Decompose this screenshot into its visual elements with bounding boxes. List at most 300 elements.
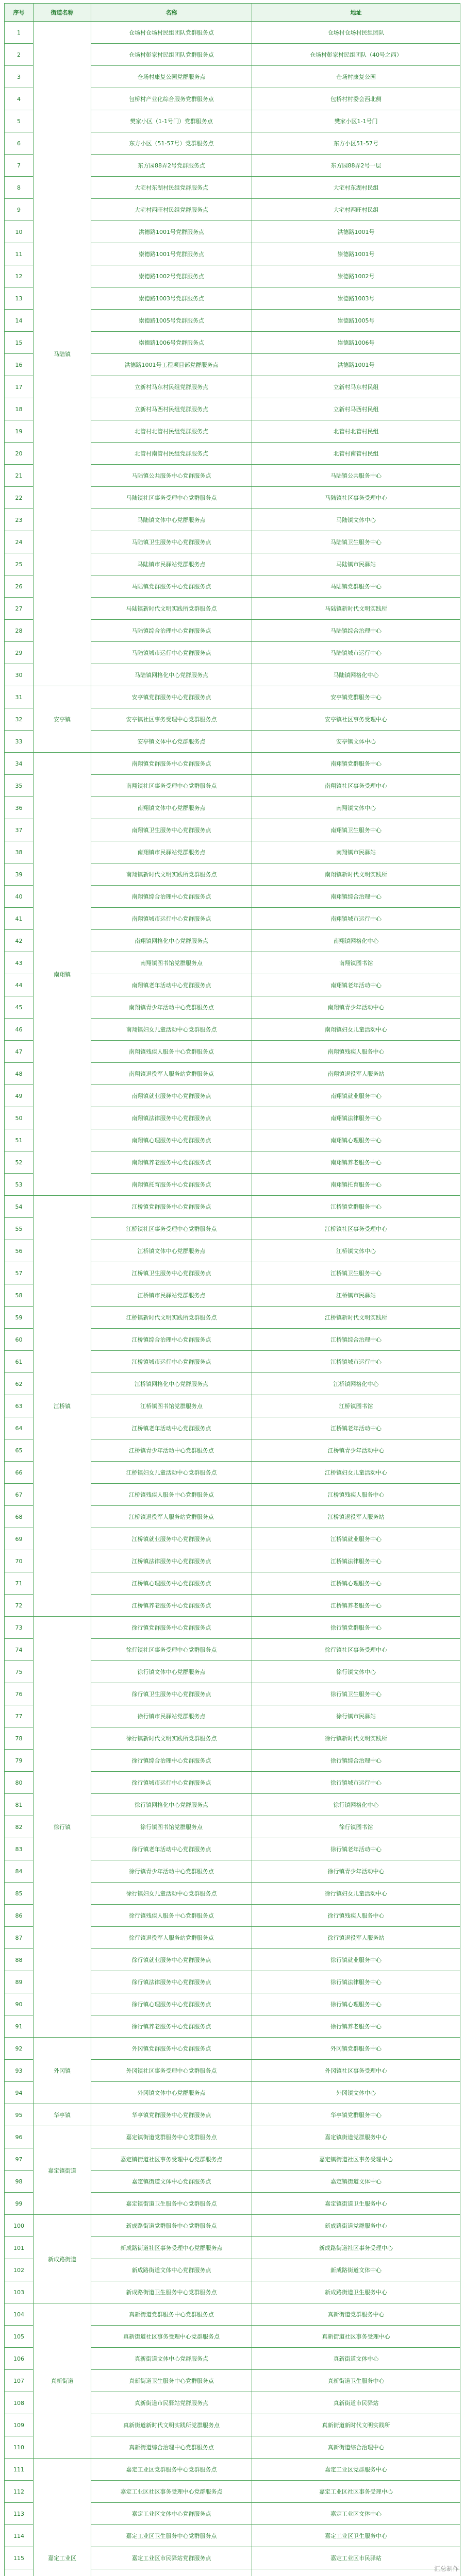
cell-address: 江桥镇城市运行中心	[252, 1351, 460, 1373]
cell-index: 23	[5, 509, 34, 531]
cell-address: 真新街道新时代文明实践所	[252, 2414, 460, 2436]
cell-name	[91, 2569, 252, 2576]
cell-address: 立新村马西村民组	[252, 398, 460, 420]
cell-index: 64	[5, 1417, 34, 1439]
cell-name: 徐行镇妇女儿童活动中心党群服务点	[91, 1883, 252, 1905]
cell-index: 56	[5, 1240, 34, 1262]
cell-address: 樊家小区1-1号门	[252, 110, 460, 132]
table-row	[5, 2126, 460, 2148]
cell-address: 嘉定工业区文体中心	[252, 2503, 460, 2525]
cell-address: 崇德路1003号	[252, 287, 460, 310]
cell-index: 38	[5, 841, 34, 863]
cell-name: 外冈镇文体中心党群服务点	[91, 2082, 252, 2104]
cell-index: 15	[5, 332, 34, 354]
cell-name: 马陆镇城市运行中心党群服务点	[91, 642, 252, 664]
cell-name: 南翔镇党群服务中心党群服务点	[91, 753, 252, 775]
cell-address: 江桥镇综合治理中心	[252, 1329, 460, 1351]
cell-address: 南翔镇养老服务中心	[252, 1151, 460, 1174]
cell-name: 南翔镇新时代文明实践所党群服务点	[91, 863, 252, 886]
cell-index: 13	[5, 287, 34, 310]
table-row	[5, 2215, 460, 2237]
cell-index: 63	[5, 1395, 34, 1417]
cell-index: 112	[5, 2481, 34, 2503]
cell-index: 36	[5, 797, 34, 819]
cell-name: 仓场村康复公园党群服务点	[91, 66, 252, 88]
cell-address: 徐行镇综合治理中心	[252, 1750, 460, 1772]
cell-index: 49	[5, 1085, 34, 1107]
cell-index: 80	[5, 1772, 34, 1794]
cell-name: 立新村马东村民组党群服务点	[91, 376, 252, 398]
cell-address: 洪德路1001号	[252, 354, 460, 376]
cell-address: 嘉定镇街道社区事务受理中心	[252, 2148, 460, 2171]
cell-name: 南翔镇残疾人服务中心党群服务点	[91, 1041, 252, 1063]
cell-name: 徐行镇卫生服务中心党群服务点	[91, 1683, 252, 1705]
cell-name: 新成路街道文体中心党群服务点	[91, 2259, 252, 2281]
cell-index: 31	[5, 686, 34, 708]
cell-name: 南翔镇心理服务中心党群服务点	[91, 1129, 252, 1151]
column-header-index: 序号	[5, 4, 34, 22]
cell-index: 32	[5, 708, 34, 731]
cell-address: 大宅村西旺村民组	[252, 199, 460, 221]
cell-name: 立新村马西村民组党群服务点	[91, 398, 252, 420]
cell-address: 江桥镇卫生服务中心	[252, 1262, 460, 1284]
cell-name: 徐行镇城市运行中心党群服务点	[91, 1772, 252, 1794]
cell-name: 北管村南管村民组党群服务点	[91, 443, 252, 465]
cell-address: 徐行镇就业服务中心	[252, 1949, 460, 1971]
cell-address: 马陆镇党群服务中心	[252, 575, 460, 598]
cell-index: 101	[5, 2237, 34, 2259]
cell-index: 48	[5, 1063, 34, 1085]
cell-index: 34	[5, 753, 34, 775]
cell-name: 南翔镇卫生服务中心党群服务点	[91, 819, 252, 841]
cell-address: 马陆镇社区事务受理中心	[252, 487, 460, 509]
cell-index: 11	[5, 243, 34, 265]
cell-name: 真新街道综合治理中心党群服务点	[91, 2436, 252, 2459]
cell-name: 南翔镇网格化中心党群服务点	[91, 930, 252, 952]
cell-address: 江桥镇新时代文明实践所	[252, 1307, 460, 1329]
cell-address: 南翔镇托育服务中心	[252, 1174, 460, 1196]
cell-index: 107	[5, 2370, 34, 2392]
cell-name: 嘉定工业区社区事务受理中心党群服务点	[91, 2481, 252, 2503]
cell-index: 5	[5, 110, 34, 132]
table-row	[5, 2303, 460, 2326]
cell-index: 83	[5, 1838, 34, 1860]
cell-address: 徐行镇社区事务受理中心	[252, 1639, 460, 1661]
cell-index: 20	[5, 443, 34, 465]
table-row	[5, 22, 460, 44]
cell-name: 大宅村东湖村民组党群服务点	[91, 177, 252, 199]
cell-name: 徐行镇老年活动中心党群服务点	[91, 1838, 252, 1860]
cell-name: 江桥镇退役军人服务站党群服务点	[91, 1506, 252, 1528]
cell-index: 98	[5, 2171, 34, 2193]
cell-address: 江桥镇残疾人服务中心	[252, 1484, 460, 1506]
cell-index: 89	[5, 1971, 34, 1993]
cell-address: 嘉定工业区卫生服务中心	[252, 2525, 460, 2547]
cell-street: 新成路街道	[34, 2215, 91, 2303]
cell-address: 嘉定镇街道党群服务中心	[252, 2126, 460, 2148]
cell-index: 22	[5, 487, 34, 509]
cell-index: 18	[5, 398, 34, 420]
cell-address: 南翔镇文体中心	[252, 797, 460, 819]
cell-name: 仓场村彭家村民组团队党群服务点	[91, 44, 252, 66]
cell-index: 111	[5, 2459, 34, 2481]
watermark: 汇总制作	[434, 2565, 459, 2572]
cell-name: 嘉定工业区文体中心党群服务点	[91, 2503, 252, 2525]
cell-address: 南翔镇城市运行中心	[252, 908, 460, 930]
cell-index: 110	[5, 2436, 34, 2459]
table-header	[5, 4, 460, 22]
cell-index: 104	[5, 2303, 34, 2326]
cell-street: 真新街道	[34, 2303, 91, 2459]
cell-name: 徐行镇青少年活动中心党群服务点	[91, 1860, 252, 1883]
cell-street: 江桥镇	[34, 1196, 91, 1617]
cell-index	[5, 2569, 34, 2576]
cell-name: 江桥镇综合治理中心党群服务点	[91, 1329, 252, 1351]
cell-name: 嘉定工业区卫生服务中心党群服务点	[91, 2525, 252, 2547]
cell-index: 57	[5, 1262, 34, 1284]
cell-name: 马陆镇社区事务受理中心党群服务点	[91, 487, 252, 509]
cell-name: 徐行镇新时代文明实践所党群服务点	[91, 1727, 252, 1750]
cell-address: 江桥镇图书馆	[252, 1395, 460, 1417]
cell-address: 徐行镇市民驿站	[252, 1705, 460, 1727]
cell-name: 嘉定镇街道卫生服务中心党群服务点	[91, 2193, 252, 2215]
cell-name: 马陆镇公共服务中心党群服务点	[91, 465, 252, 487]
cell-index: 50	[5, 1107, 34, 1129]
cell-address: 南翔镇就业服务中心	[252, 1085, 460, 1107]
cell-name: 马陆镇网格化中心党群服务点	[91, 664, 252, 686]
cell-address: 嘉定镇街道卫生服务中心	[252, 2193, 460, 2215]
cell-address: 徐行镇养老服务中心	[252, 2015, 460, 2038]
cell-address: 马陆镇公共服务中心	[252, 465, 460, 487]
cell-index: 88	[5, 1949, 34, 1971]
cell-name: 外冈镇社区事务受理中心党群服务点	[91, 2060, 252, 2082]
cell-name: 徐行镇图书馆党群服务点	[91, 1816, 252, 1838]
cell-name: 南翔镇城市运行中心党群服务点	[91, 908, 252, 930]
cell-index: 12	[5, 265, 34, 287]
cell-index: 67	[5, 1484, 34, 1506]
cell-name: 江桥镇图书馆党群服务点	[91, 1395, 252, 1417]
cell-address	[252, 2569, 460, 2576]
cell-address: 外冈镇文体中心	[252, 2082, 460, 2104]
cell-address: 江桥镇社区事务受理中心	[252, 1218, 460, 1240]
cell-index: 33	[5, 731, 34, 753]
cell-index: 93	[5, 2060, 34, 2082]
cell-street: 马陆镇	[34, 22, 91, 686]
cell-index: 99	[5, 2193, 34, 2215]
cell-index: 115	[5, 2547, 34, 2569]
cell-address: 南翔镇残疾人服务中心	[252, 1041, 460, 1063]
cell-address: 江桥镇养老服务中心	[252, 1595, 460, 1617]
cell-name: 江桥镇社区事务受理中心党群服务点	[91, 1218, 252, 1240]
cell-name: 江桥镇青少年活动中心党群服务点	[91, 1439, 252, 1462]
cell-address: 真新街道综合治理中心	[252, 2436, 460, 2459]
cell-address: 新成路街道党群服务中心	[252, 2215, 460, 2237]
cell-index: 97	[5, 2148, 34, 2171]
cell-index: 78	[5, 1727, 34, 1750]
cell-name: 真新街道市民驿站党群服务点	[91, 2392, 252, 2414]
cell-address: 东方园88弄2号一层	[252, 155, 460, 177]
cell-name: 华亭镇党群服务中心党群服务点	[91, 2104, 252, 2126]
cell-index: 114	[5, 2525, 34, 2547]
cell-address: 南翔镇青少年活动中心	[252, 996, 460, 1019]
cell-index: 85	[5, 1883, 34, 1905]
cell-index: 69	[5, 1528, 34, 1550]
cell-name: 南翔镇老年活动中心党群服务点	[91, 974, 252, 996]
cell-index: 79	[5, 1750, 34, 1772]
cell-index: 10	[5, 221, 34, 243]
cell-street: 南翔镇	[34, 753, 91, 1196]
cell-index: 91	[5, 2015, 34, 2038]
cell-address: 南翔镇退役军人服务站	[252, 1063, 460, 1085]
cell-address: 马陆镇网格化中心	[252, 664, 460, 686]
cell-index: 95	[5, 2104, 34, 2126]
cell-name: 嘉定工业区市民驿站党群服务点	[91, 2547, 252, 2569]
cell-index: 26	[5, 575, 34, 598]
cell-name: 真新街道卫生服务中心党群服务点	[91, 2370, 252, 2392]
cell-index: 68	[5, 1506, 34, 1528]
cell-name: 崇德路1006号党群服务点	[91, 332, 252, 354]
cell-name: 新成路街道卫生服务中心党群服务点	[91, 2281, 252, 2303]
table-header-row	[5, 4, 460, 22]
cell-index: 90	[5, 1993, 34, 2015]
cell-index: 9	[5, 199, 34, 221]
cell-address: 南翔镇法律服务中心	[252, 1107, 460, 1129]
cell-name: 徐行镇网格化中心党群服务点	[91, 1794, 252, 1816]
cell-address: 徐行镇图书馆	[252, 1816, 460, 1838]
cell-index: 106	[5, 2348, 34, 2370]
cell-index: 53	[5, 1174, 34, 1196]
cell-index: 84	[5, 1860, 34, 1883]
cell-address: 安亭镇社区事务受理中心	[252, 708, 460, 731]
cell-name: 真新街道社区事务受理中心党群服务点	[91, 2326, 252, 2348]
cell-name: 南翔镇市民驿站党群服务点	[91, 841, 252, 863]
cell-index: 72	[5, 1595, 34, 1617]
cell-name: 南翔镇文体中心党群服务点	[91, 797, 252, 819]
cell-index: 46	[5, 1019, 34, 1041]
cell-name: 安亭镇党群服务中心党群服务点	[91, 686, 252, 708]
cell-address: 南翔镇社区事务受理中心	[252, 775, 460, 797]
cell-name: 江桥镇市民驿站党群服务点	[91, 1284, 252, 1307]
cell-name: 嘉定镇街道党群服务中心党群服务点	[91, 2126, 252, 2148]
cell-name: 樊家小区（1-1号门）党群服务点	[91, 110, 252, 132]
cell-index: 27	[5, 598, 34, 620]
cell-address: 南翔镇妇女儿童活动中心	[252, 1019, 460, 1041]
cell-address: 江桥镇党群服务中心	[252, 1196, 460, 1218]
cell-address: 崇德路1002号	[252, 265, 460, 287]
cell-street: 外冈镇	[34, 2038, 91, 2104]
cell-index: 94	[5, 2082, 34, 2104]
cell-index: 75	[5, 1661, 34, 1683]
cell-address: 马陆镇卫生服务中心	[252, 531, 460, 553]
cell-name: 徐行镇心理服务中心党群服务点	[91, 1993, 252, 2015]
cell-name: 仓场村仓场村民组团队党群服务点	[91, 22, 252, 44]
cell-name: 徐行镇养老服务中心党群服务点	[91, 2015, 252, 2038]
cell-name: 南翔镇退役军人服务站党群服务点	[91, 1063, 252, 1085]
cell-street: 徐行镇	[34, 1617, 91, 2038]
cell-name: 东方小区（51-57号）党群服务点	[91, 132, 252, 155]
cell-index: 17	[5, 376, 34, 398]
cell-index: 1	[5, 22, 34, 44]
cell-address: 真新街道卫生服务中心	[252, 2370, 460, 2392]
cell-index: 21	[5, 465, 34, 487]
cell-address: 南翔镇党群服务中心	[252, 753, 460, 775]
cell-name: 马陆镇卫生服务中心党群服务点	[91, 531, 252, 553]
cell-index: 108	[5, 2392, 34, 2414]
cell-name: 嘉定镇街道社区事务受理中心党群服务点	[91, 2148, 252, 2171]
cell-index: 77	[5, 1705, 34, 1727]
cell-index: 96	[5, 2126, 34, 2148]
cell-address: 马陆镇文体中心	[252, 509, 460, 531]
cell-name: 真新街道党群服务中心党群服务点	[91, 2303, 252, 2326]
cell-address: 南翔镇市民驿站	[252, 841, 460, 863]
cell-index: 55	[5, 1218, 34, 1240]
cell-address: 江桥镇青少年活动中心	[252, 1439, 460, 1462]
cell-name: 东方园88弄2号党群服务点	[91, 155, 252, 177]
cell-name: 江桥镇文体中心党群服务点	[91, 1240, 252, 1262]
cell-address: 南翔镇新时代文明实践所	[252, 863, 460, 886]
cell-address: 江桥镇法律服务中心	[252, 1550, 460, 1572]
cell-index: 37	[5, 819, 34, 841]
cell-index: 41	[5, 908, 34, 930]
cell-name: 崇德路1003号党群服务点	[91, 287, 252, 310]
cell-address: 徐行镇党群服务中心	[252, 1617, 460, 1639]
cell-address: 徐行镇心理服务中心	[252, 1993, 460, 2015]
cell-address: 北管村南管村民组	[252, 443, 460, 465]
cell-name: 马陆镇综合治理中心党群服务点	[91, 620, 252, 642]
cell-name: 南翔镇养老服务中心党群服务点	[91, 1151, 252, 1174]
cell-street: 嘉定镇街道	[34, 2126, 91, 2215]
cell-address: 洪德路1001号	[252, 221, 460, 243]
cell-index: 105	[5, 2326, 34, 2348]
cell-name: 南翔镇妇女儿童活动中心党群服务点	[91, 1019, 252, 1041]
table-row	[5, 2104, 460, 2126]
cell-index: 29	[5, 642, 34, 664]
cell-address: 马陆镇综合治理中心	[252, 620, 460, 642]
cell-index: 103	[5, 2281, 34, 2303]
cell-name: 南翔镇法律服务中心党群服务点	[91, 1107, 252, 1129]
cell-address: 南翔镇综合治理中心	[252, 886, 460, 908]
table-row	[5, 686, 460, 708]
cell-index: 24	[5, 531, 34, 553]
cell-index: 16	[5, 354, 34, 376]
cell-index: 71	[5, 1572, 34, 1595]
cell-address: 新成路街道社区事务受理中心	[252, 2237, 460, 2259]
cell-index: 109	[5, 2414, 34, 2436]
cell-index: 92	[5, 2038, 34, 2060]
cell-index: 7	[5, 155, 34, 177]
cell-address: 东方小区51-57号	[252, 132, 460, 155]
cell-address: 马陆镇市民驿站	[252, 553, 460, 575]
cell-name: 马陆镇党群服务中心党群服务点	[91, 575, 252, 598]
cell-address: 外冈镇社区事务受理中心	[252, 2060, 460, 2082]
cell-index: 86	[5, 1905, 34, 1927]
cell-address: 崇德路1006号	[252, 332, 460, 354]
cell-index: 47	[5, 1041, 34, 1063]
cell-name: 马陆镇市民驿站党群服务点	[91, 553, 252, 575]
cell-address: 南翔镇老年活动中心	[252, 974, 460, 996]
cell-name: 徐行镇市民驿站党群服务点	[91, 1705, 252, 1727]
cell-address: 江桥镇网格化中心	[252, 1373, 460, 1395]
cell-address: 外冈镇党群服务中心	[252, 2038, 460, 2060]
cell-name: 安亭镇文体中心党群服务点	[91, 731, 252, 753]
cell-name: 江桥镇卫生服务中心党群服务点	[91, 1262, 252, 1284]
cell-index: 6	[5, 132, 34, 155]
cell-name: 徐行镇社区事务受理中心党群服务点	[91, 1639, 252, 1661]
cell-index: 81	[5, 1794, 34, 1816]
cell-name: 徐行镇就业服务中心党群服务点	[91, 1949, 252, 1971]
cell-index: 66	[5, 1462, 34, 1484]
cell-street: 安亭镇	[34, 686, 91, 753]
cell-name: 崇德路1002号党群服务点	[91, 265, 252, 287]
cell-address: 徐行镇退役军人服务站	[252, 1927, 460, 1949]
cell-address: 嘉定工业区党群服务中心	[252, 2459, 460, 2481]
cell-name: 徐行镇残疾人服务中心党群服务点	[91, 1905, 252, 1927]
cell-index: 19	[5, 420, 34, 443]
cell-index: 40	[5, 886, 34, 908]
cell-street: 华亭镇	[34, 2104, 91, 2126]
cell-address: 真新街道市民驿站	[252, 2392, 460, 2414]
cell-index: 39	[5, 863, 34, 886]
cell-index: 52	[5, 1151, 34, 1174]
cell-address: 南翔镇网格化中心	[252, 930, 460, 952]
cell-index: 82	[5, 1816, 34, 1838]
cell-index: 43	[5, 952, 34, 974]
cell-address: 徐行镇青少年活动中心	[252, 1860, 460, 1883]
cell-name: 徐行镇退役军人服务站党群服务点	[91, 1927, 252, 1949]
cell-name: 江桥镇就业服务中心党群服务点	[91, 1528, 252, 1550]
cell-name: 南翔镇图书馆党群服务点	[91, 952, 252, 974]
cell-name: 真新街道文体中心党群服务点	[91, 2348, 252, 2370]
cell-address: 徐行镇残疾人服务中心	[252, 1905, 460, 1927]
cell-address: 徐行镇法律服务中心	[252, 1971, 460, 1993]
cell-index: 44	[5, 974, 34, 996]
cell-name: 新成路街道社区事务受理中心党群服务点	[91, 2237, 252, 2259]
cell-name: 北管村北管村民组党群服务点	[91, 420, 252, 443]
cell-name: 真新街道新时代文明实践所党群服务点	[91, 2414, 252, 2436]
cell-index: 42	[5, 930, 34, 952]
cell-address: 徐行镇文体中心	[252, 1661, 460, 1683]
cell-address: 南翔镇卫生服务中心	[252, 819, 460, 841]
cell-index: 14	[5, 310, 34, 332]
cell-index: 60	[5, 1329, 34, 1351]
cell-index: 54	[5, 1196, 34, 1218]
cell-index: 102	[5, 2259, 34, 2281]
cell-index: 61	[5, 1351, 34, 1373]
cell-index: 25	[5, 553, 34, 575]
cell-address: 安亭镇文体中心	[252, 731, 460, 753]
cell-name: 马陆镇新时代文明实践所党群服务点	[91, 598, 252, 620]
cell-index: 3	[5, 66, 34, 88]
cell-name: 徐行镇综合治理中心党群服务点	[91, 1750, 252, 1772]
cell-name: 江桥镇城市运行中心党群服务点	[91, 1351, 252, 1373]
cell-name: 嘉定镇街道文体中心党群服务点	[91, 2171, 252, 2193]
cell-name: 徐行镇党群服务中心党群服务点	[91, 1617, 252, 1639]
cell-address: 仓场村康复公园	[252, 66, 460, 88]
cell-address: 崇德路1001号	[252, 243, 460, 265]
cell-address: 仓场村彭家村民组团队（40号之西）	[252, 44, 460, 66]
cell-address: 江桥镇妇女儿童活动中心	[252, 1462, 460, 1484]
table-row	[5, 1196, 460, 1218]
cell-name: 江桥镇法律服务中心党群服务点	[91, 1550, 252, 1572]
cell-index: 62	[5, 1373, 34, 1395]
cell-address: 新成路街道卫生服务中心	[252, 2281, 460, 2303]
cell-name: 安亭镇社区事务受理中心党群服务点	[91, 708, 252, 731]
column-header-street: 街道名称	[34, 4, 91, 22]
cell-address: 江桥镇退役军人服务站	[252, 1506, 460, 1528]
cell-address: 马陆镇新时代文明实践所	[252, 598, 460, 620]
cell-index: 30	[5, 664, 34, 686]
cell-name: 新成路街道党群服务中心党群服务点	[91, 2215, 252, 2237]
